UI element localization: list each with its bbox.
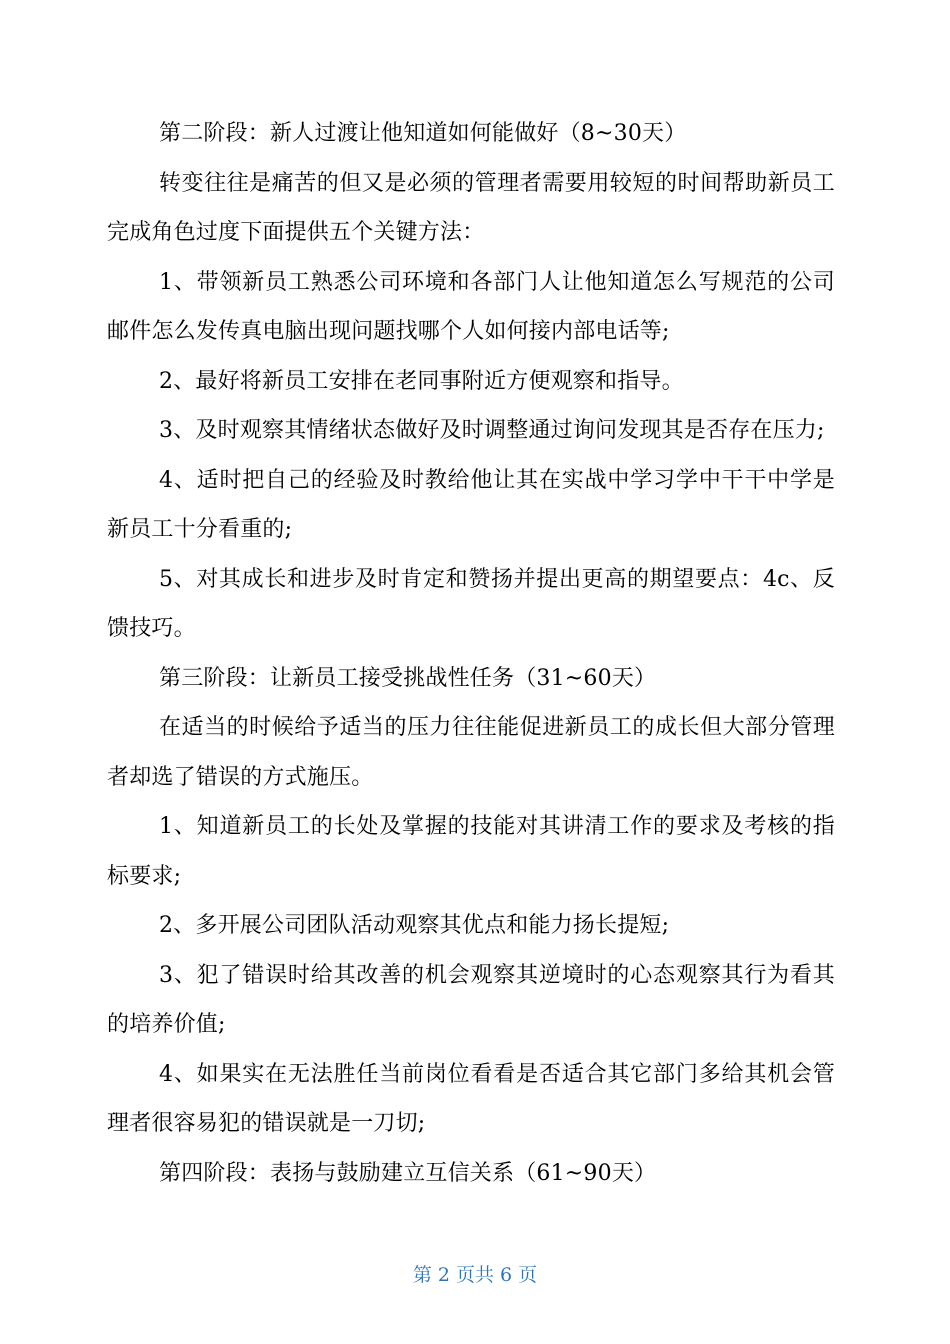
list-item-stage-2-5: 5、对其成长和进步及时肯定和赞扬并提出更高的期望要点：4c、反馈技巧。	[107, 566, 835, 641]
section-heading-stage-2: 第二阶段：新人过渡让他知道如何能做好（8~30天）	[159, 121, 687, 146]
list-item-stage-2-2: 2、最好将新员工安排在老同事附近方便观察和指导。	[159, 368, 684, 394]
list-item-stage-3-1: 1、知道新员工的长处及掌握的技能对其讲清工作的要求及考核的指标要求;	[107, 814, 835, 889]
section-heading-stage-3: 第三阶段：让新员工接受挑战性任务（31~60天）	[159, 665, 657, 691]
page-number-footer: 第 2 页共 6 页	[412, 1264, 538, 1286]
document-body	[107, 109, 835, 1198]
list-item-stage-2-3: 3、及时观察其情绪状态做好及时调整通过询问发现其是否存在压力;	[159, 418, 825, 443]
list-item-stage-2-4: 4、适时把自己的经验及时教给他让其在实战中学习学中干干中学是新员工十分看重的;	[107, 467, 835, 542]
paragraph-stage-3-intro: 在适当的时候给予适当的压力往往能促进新员工的成长但大部分管理者却选了错误的方式施压。	[107, 715, 835, 790]
list-item-stage-2-1: 1、带领新员工熟悉公司环境和各部门人让他知道怎么写规范的公司邮件怎么发传真电脑出现问题找哪个人如何接内部电话等;	[107, 269, 835, 344]
list-item-stage-3-4: 4、如果实在无法胜任当前岗位看看是否适合其它部门多给其机会管理者很容易犯的错误就是一刀切;	[107, 1061, 835, 1136]
list-item-stage-3-2: 2、多开展公司团队活动观察其优点和能力扬长提短;	[159, 913, 670, 938]
section-heading-stage-4: 第四阶段：表扬与鼓励建立互信关系（61~90天）	[159, 1160, 657, 1186]
list-item-stage-3-3: 3、犯了错误时给其改善的机会观察其逆境时的心态观察其行为看其的培养价值;	[107, 962, 835, 1037]
paragraph-stage-2-intro: 转变往往是痛苦的但又是必须的管理者需要用较短的时间帮助新员工完成角色过度下面提供五个关键方法：	[107, 170, 835, 245]
